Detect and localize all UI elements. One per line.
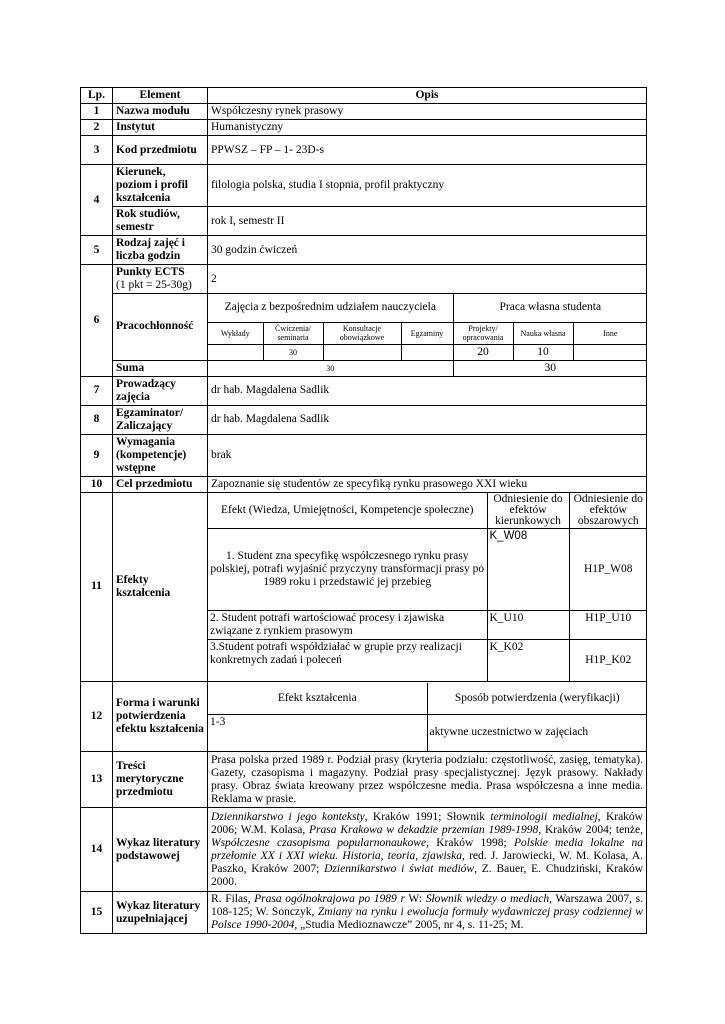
val-inne	[573, 344, 647, 360]
row-label: Wykaz literatury uzupełniającej	[113, 892, 208, 934]
row-label: Cel przedmiotu	[113, 476, 208, 492]
row-value: 30 godzin ćwiczeń	[208, 236, 647, 265]
row-label: Rok studiów, semestr	[113, 207, 208, 236]
row-label: Nazwa modułu	[113, 104, 208, 120]
row-number: 13	[81, 752, 113, 808]
row-number: 14	[81, 808, 113, 892]
effect-3-obsz: H1P_K02	[569, 639, 647, 681]
lit-seg: Dziennikarstwo i jego konteksty	[211, 810, 365, 823]
row-label: Instytut	[113, 120, 208, 136]
row-label: Egzaminator/ Zaliczający	[113, 405, 208, 434]
row-number: 3	[81, 136, 113, 165]
content-text	[208, 752, 647, 808]
val-projekty: 20	[453, 344, 513, 360]
ects-label-cell	[113, 265, 208, 294]
effect-2-text: 2. Student potrafi wartościować procesy i zjawiska związane z rynkiem prasowym	[208, 610, 487, 639]
lit-seg: Współczesne czasopisma popularnonaukowe	[211, 836, 427, 849]
ects-value: 2	[208, 265, 647, 294]
sum-self: 30	[544, 361, 556, 374]
row-number: 6	[81, 265, 113, 377]
verification-method-header: Sposób potwierdzenia (weryfikacji)	[427, 683, 647, 715]
workload-grid	[208, 294, 647, 361]
col-projekty: Projekty/ opracowania	[453, 322, 513, 344]
self-work-header: Praca własna studenta	[453, 294, 647, 322]
verification-method: aktywne uczestnictwo w zajęciach	[427, 715, 647, 751]
row-13	[81, 752, 647, 808]
col-wyklady: Wykłady	[208, 322, 263, 344]
effects-table	[208, 493, 647, 682]
row-number: 5	[81, 236, 113, 265]
row-value: dr hab. Magdalena Sadlik	[208, 376, 647, 405]
syllabus-page	[80, 87, 646, 934]
lit-seg: W:	[404, 893, 426, 905]
lit-seg: Dziennikarstwo i świat mediów	[324, 862, 475, 875]
col-egzaminy: Egzaminy	[401, 322, 453, 344]
row-4	[81, 165, 647, 207]
row-number: 12	[81, 682, 113, 752]
effect-2-kier: K_U10	[487, 610, 569, 639]
header-opis: Opis	[208, 88, 647, 104]
row-4b	[81, 207, 647, 236]
lit-seg: , Warszawa 2007, s. 108-125; W. Sonczyk,	[211, 893, 643, 918]
row-10	[81, 476, 647, 492]
supplementary-literature	[208, 892, 647, 934]
row-label: Rodzaj zajęć i liczba godzin	[113, 236, 208, 265]
header-lp: Lp.	[81, 88, 113, 104]
effect-1-obsz: H1P_W08	[569, 528, 647, 610]
lit-seg: R. Filas,	[211, 893, 255, 905]
col-inne: Inne	[573, 322, 647, 344]
row-1	[81, 104, 647, 120]
sum-contact: 30	[208, 361, 453, 376]
row-number: 10	[81, 476, 113, 492]
val-wyklady	[208, 344, 263, 360]
ects-label: Punkty ECTS	[116, 266, 185, 278]
row-label: Efekty kształcenia	[113, 492, 208, 682]
workload-table	[208, 294, 647, 360]
row-14	[81, 808, 647, 892]
row-label: Forma i warunki potwierdzenia efektu kształcenia	[113, 682, 208, 752]
col-konsultacje: Konsultacje obowiązkowe	[323, 322, 401, 344]
sum-grid	[208, 360, 647, 376]
row-6-sum	[81, 360, 647, 376]
row-number: 2	[81, 120, 113, 136]
row-number: 4	[81, 165, 113, 236]
row-3	[81, 136, 647, 165]
row-value: Współczesny rynek prasowy	[208, 104, 647, 120]
row-number: 7	[81, 376, 113, 405]
lit-seg: , Kraków 2006; W.M. Kolasa,	[211, 810, 643, 836]
val-egzaminy	[401, 344, 453, 360]
row-value: PPWSZ – FP – 1- 23D-s	[208, 136, 647, 165]
row-value: filologia polska, studia I stopnia, profil praktyczny	[208, 165, 647, 207]
row-label: Kod przedmiotu	[113, 136, 208, 165]
lit-seg: , red. J. Jarowiecki, W. M. Kolasa, A. Paszko, Kraków 2007;	[211, 849, 643, 875]
row-label: Prowadzący zajęcia	[113, 376, 208, 405]
lit-seg: Zmiany na rynku i ewolucja formuły wydawniczej prasy codziennej w Polsce 1990-2004	[211, 906, 643, 931]
row-label: Wykaz literatury podstawowej	[113, 808, 208, 892]
lit-seg: Słownik wiedzy o mediach	[425, 893, 550, 905]
ects-sub: (1 pkt = 25-30g)	[116, 279, 192, 291]
content-rest: Podział prasy (kryteria podziału: częstotliwość, zasięg, tematyka). Gazety, czasopisma i magazyny. Podział prasy specjalistycznej. Język prasowy. Nakłady prasy. Obraz świata kreowany przez współczesne media. Prasa współczesna a inne media. Reklama w prasie.	[211, 753, 643, 805]
lit-seg: , Kraków 1991; Słownik	[364, 810, 491, 823]
obsz-header: Odniesienie do efektów obszarowych	[569, 493, 647, 529]
lit-seg: Polskie media lokalne na przełomie XX i XXI wieku. Historia, teoria, zjawiska	[211, 836, 643, 862]
row-value: rok I, semestr II	[208, 207, 647, 236]
row-15	[81, 892, 647, 934]
sum-table	[208, 361, 647, 376]
effect-3-kier: K_K02	[487, 639, 569, 681]
row-label: Treści merytoryczne przedmiotu	[113, 752, 208, 808]
effects-header: Efekt (Wiedza, Umiejętności, Kompetencje społeczne)	[208, 493, 487, 529]
workload-label: Pracochłonność	[113, 294, 208, 361]
lit-seg: , Kraków 1998;	[426, 836, 514, 849]
row-value: dr hab. Magdalena Sadlik	[208, 405, 647, 434]
content-lead: Prasa polska przed 1989 r.	[211, 753, 334, 766]
row-number: 1	[81, 104, 113, 120]
row-12	[81, 682, 647, 752]
row-number: 8	[81, 405, 113, 434]
row-value: brak	[208, 434, 647, 476]
val-nauka-wlasna: 10	[513, 344, 573, 360]
row-7	[81, 376, 647, 405]
row-label: Wymagania (kompetencje) wstępne	[113, 434, 208, 476]
syllabus-table	[80, 87, 647, 934]
header-row	[81, 88, 647, 104]
row-11	[81, 492, 647, 682]
lit-seg: Prasa Krakowa w dekadzie przemian 1989-1998	[309, 823, 539, 836]
lit-seg: terminologii medialnej	[490, 810, 598, 823]
row-label: Kierunek, poziom i profil kształcenia	[113, 165, 208, 207]
effect-1-text: 1. Student zna specyfikę współczesnego rynku prasy polskiej, potrafi wyjaśnić przyczyny transformacji prasy po 1989 roku i przedstawić jej przebieg	[208, 528, 487, 610]
lit-seg: , Z. Bauer, E. Chudziński, Kraków 2000.	[211, 862, 644, 888]
row-6-ects	[81, 265, 647, 294]
verification-grid	[208, 682, 647, 752]
sum-label: Suma	[113, 360, 208, 376]
basic-literature	[208, 808, 647, 892]
row-2	[81, 120, 647, 136]
lit-seg: Prasa ogólnokrajowa po 1989 r	[254, 893, 405, 905]
val-konsultacje	[323, 344, 401, 360]
kier-header: Odniesienie do efektów kierunkowych	[487, 493, 569, 529]
row-9	[81, 434, 647, 476]
effect-2-obsz: H1P_U10	[569, 610, 647, 639]
header-element: Element	[113, 88, 208, 104]
row-5	[81, 236, 647, 265]
verification-effect: 1-3	[208, 715, 427, 751]
effect-1-kier: K_W08	[487, 528, 569, 610]
row-8	[81, 405, 647, 434]
col-nauka-wlasna: Nauka własna	[513, 322, 573, 344]
row-value: Zapoznanie się studentów ze specyfiką rynku prasowego XXI wieku	[208, 476, 647, 492]
row-number: 9	[81, 434, 113, 476]
effect-3-text: 3.Student potrafi współdziałać w grupie przy realizacji konkretnych zadań i poleceń	[208, 639, 487, 681]
val-cwiczenia: 30	[263, 344, 323, 360]
verification-effect-header: Efekt kształcenia	[208, 683, 427, 715]
verification-table	[208, 683, 647, 751]
row-6-workload	[81, 294, 647, 361]
row-number: 11	[81, 492, 113, 682]
row-number: 15	[81, 892, 113, 934]
lit-seg: , Kraków 2004; tenże,	[538, 823, 644, 836]
row-value: Humanistyczny	[208, 120, 647, 136]
col-cwiczenia: Ćwiczenia/ seminaria	[263, 322, 323, 344]
contact-header: Zajęcia z bezpośrednim udziałem nauczyciela	[208, 294, 453, 322]
lit-seg: , „Studia Medioznawcze” 2005, nr 4, s. 11-25; M.	[294, 919, 524, 931]
effects-grid	[208, 492, 647, 682]
